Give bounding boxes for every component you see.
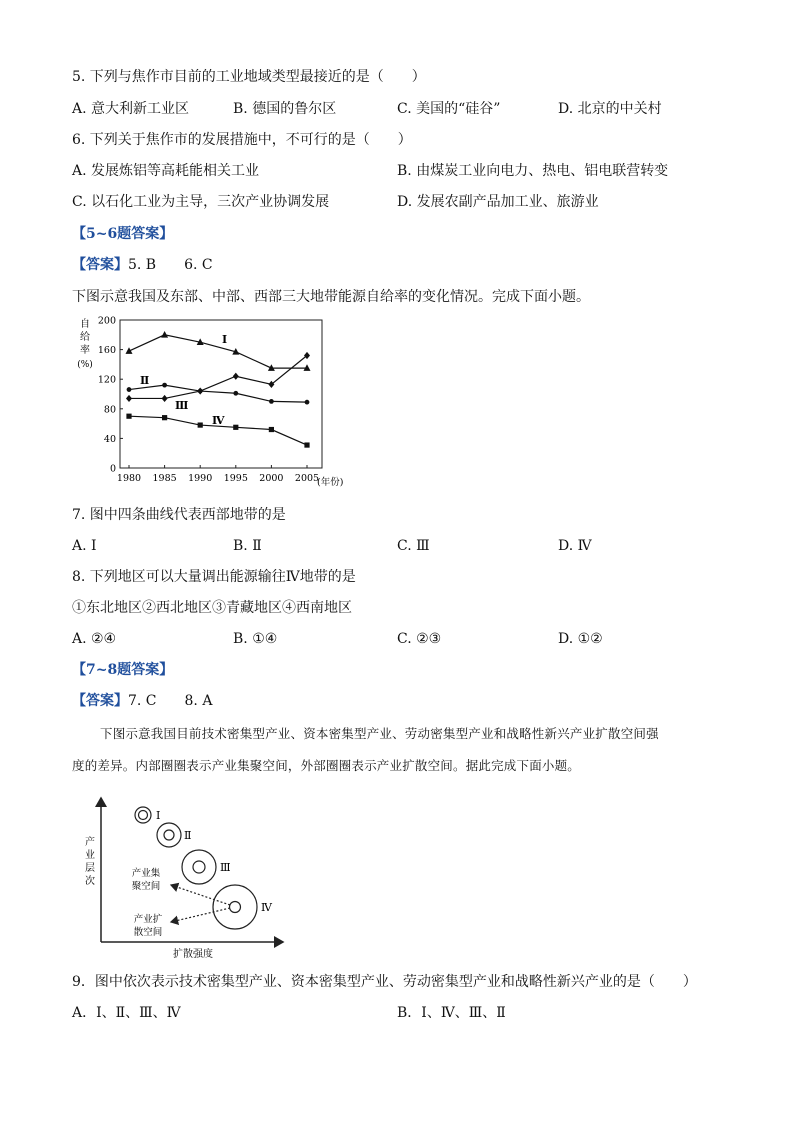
diagram-ylabel-4: 次 — [85, 876, 95, 887]
y-tick-label: 80 — [103, 404, 116, 416]
q9-stem: 9．图中依次表示技术密集型产业、资本密集型产业、劳动密集型产业和战略性新兴产业的是（ ） — [72, 974, 697, 990]
answer-header-7-8: 【7~8题答案】 — [72, 662, 174, 678]
intro-9-line2: 度的差异。内部圈圈表示产业集聚空间，外部圈圈表示产业扩散空间。据此完成下面小题。 — [72, 758, 581, 773]
answer-7-8 — [72, 692, 212, 710]
q7-option-b: B. Ⅱ — [233, 538, 262, 554]
data-point — [162, 395, 168, 402]
answer-tag: 【答案】 — [72, 693, 128, 709]
data-point — [126, 395, 132, 402]
q6-option-b: B. 由煤炭工业向电力、热电、铝电联营转变 — [397, 163, 669, 179]
circle-iii-outer — [182, 850, 216, 884]
label-diffusion-2: 散空间 — [133, 927, 163, 938]
q6-option-c: C. 以石化工业为主导，三次产业协调发展 — [72, 194, 330, 210]
diagram-ylabel-2: 业 — [85, 850, 95, 861]
q5-option-d: D. 北京的中关村 — [558, 101, 662, 117]
q6-stem: 6. 下列关于焦作市的发展措施中，不可行的是（ ） — [72, 132, 412, 148]
arrow-to-agglomeration — [171, 885, 230, 905]
industry-diffusion-diagram — [78, 790, 298, 960]
y-axis-label-line1: 自 — [80, 319, 90, 330]
intro-7-8: 下图示意我国及东部、中部、西部三大地带能源自给率的变化情况。完成下面小题。 — [72, 289, 590, 305]
answer-text: 5. B 6. C — [128, 257, 213, 273]
q5-option-b: B. 德国的鲁尔区 — [233, 101, 337, 117]
q8-stem: 8. 下列地区可以大量调出能源输往Ⅳ地带的是 — [72, 569, 356, 585]
circle-ii-outer — [157, 823, 181, 847]
q9-option-a: A．Ⅰ、Ⅱ、Ⅲ、Ⅳ — [72, 1005, 181, 1021]
label-i: Ⅰ — [156, 809, 161, 822]
series-line — [129, 385, 307, 402]
circle-i-inner — [139, 811, 148, 820]
data-point — [197, 387, 203, 394]
circle-i-outer — [135, 807, 151, 823]
label-agglomeration-2: 聚空间 — [131, 881, 161, 892]
q6-option-a: A. 发展炼铝等高耗能相关工业 — [72, 163, 260, 179]
data-point — [268, 381, 274, 388]
answer-5-6 — [72, 256, 213, 274]
q8-option-b: B. ①④ — [233, 631, 278, 647]
y-axis-label-unit: (%) — [77, 360, 93, 370]
circle-iii-inner — [193, 861, 205, 873]
label-iii: Ⅲ — [220, 861, 231, 874]
q8-option-c: C. ②③ — [397, 631, 442, 647]
data-point — [233, 425, 238, 430]
data-point — [269, 399, 274, 404]
label-ii: Ⅱ — [184, 829, 192, 842]
data-point — [126, 414, 131, 419]
series-label: Ⅲ — [175, 399, 189, 412]
diagram-ylabel-3: 层 — [85, 863, 95, 874]
data-point — [233, 373, 239, 380]
circle-ii-inner — [164, 830, 174, 840]
label-agglomeration-1: 产业集 — [131, 868, 161, 879]
x-tick-label: 2000 — [259, 473, 284, 484]
series-label: Ⅰ — [222, 333, 228, 346]
diagram-ylabel-1: 产 — [85, 837, 95, 848]
q9-option-b: B．Ⅰ、Ⅳ、Ⅲ、Ⅱ — [397, 1005, 506, 1021]
data-point — [269, 427, 274, 432]
y-tick-label: 40 — [103, 433, 116, 445]
q5-option-c: C. 美国的“硅谷” — [397, 101, 501, 117]
q7-option-c: C. Ⅲ — [397, 538, 430, 554]
x-tick-label: 1995 — [223, 473, 248, 484]
q8-choices: ①东北地区②西北地区③青藏地区④西南地区 — [72, 600, 352, 616]
data-point — [304, 442, 309, 447]
q7-stem: 7. 图中四条曲线代表西部地带的是 — [72, 507, 286, 523]
answer-text: 7. C 8. A — [128, 693, 213, 709]
x-tick-label: 1980 — [116, 473, 142, 484]
data-point — [162, 383, 167, 388]
q5-stem: 5. 下列与焦作市目前的工业地域类型最接近的是（ ） — [72, 69, 426, 85]
data-point — [162, 415, 167, 420]
y-tick-label: 160 — [97, 345, 116, 357]
series-line — [129, 335, 307, 368]
q7-option-d: D. Ⅳ — [558, 538, 592, 554]
circle-iv-inner — [230, 902, 241, 913]
energy-self-sufficiency-chart — [70, 312, 360, 494]
y-axis-label-line3: 率 — [80, 345, 90, 356]
q7-option-a: A. Ⅰ — [72, 538, 97, 554]
data-point — [304, 352, 310, 359]
answer-header-5-6: 【5~6题答案】 — [72, 226, 174, 242]
y-tick-label: 0 — [109, 463, 116, 475]
x-tick-label: 2005 — [294, 473, 320, 484]
circle-iv-outer — [213, 885, 257, 929]
y-tick-label: 120 — [97, 374, 116, 386]
y-axis-label-line2: 给 — [80, 332, 90, 343]
data-point — [233, 391, 238, 396]
x-axis-label: (年份) — [317, 477, 344, 488]
q5-option-a: A. 意大利新工业区 — [72, 101, 190, 117]
diagram-xlabel: 扩散强度 — [173, 949, 213, 960]
x-tick-label: 1990 — [188, 473, 213, 484]
chart-frame — [120, 320, 322, 468]
data-point — [127, 387, 132, 392]
y-tick-label: 200 — [97, 315, 116, 327]
data-point — [305, 400, 310, 405]
answer-tag: 【答案】 — [72, 257, 128, 273]
q6-option-d: D. 发展农副产品加工业、旅游业 — [397, 194, 599, 210]
series-label: Ⅳ — [212, 414, 225, 427]
intro-9-line1: 下图示意我国目前技术密集型产业、资本密集型产业、劳动密集型产业和战略性新兴产业扩散空间强 — [100, 726, 659, 741]
arrow-to-diffusion — [171, 908, 230, 922]
label-iv: Ⅳ — [261, 901, 272, 914]
q8-option-a: A. ②④ — [72, 631, 117, 647]
series-label: Ⅱ — [140, 374, 150, 387]
q8-option-d: D. ①② — [558, 631, 603, 647]
data-point — [198, 422, 203, 427]
data-point — [161, 331, 168, 338]
x-tick-label: 1985 — [152, 473, 177, 484]
label-diffusion-1: 产业扩 — [133, 914, 163, 925]
